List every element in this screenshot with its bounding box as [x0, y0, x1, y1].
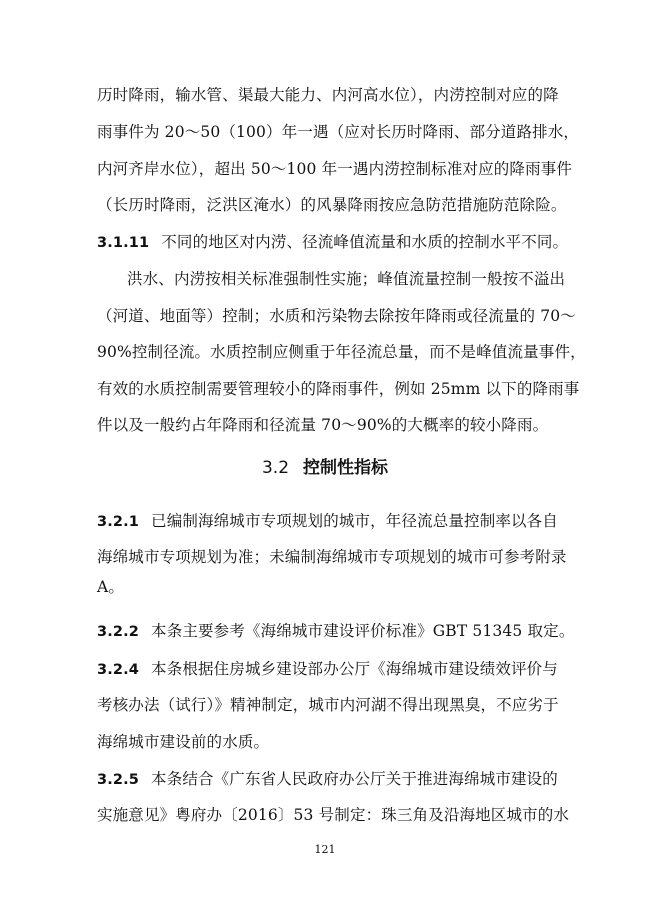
- clause-text: 本条主要参考《海绵城市建设评价标准》GBT 51345 取定。: [151, 622, 575, 640]
- paragraph-line: 雨事件为 20～50（100）年一遇（应对长历时降雨、部分道路排水，: [97, 123, 580, 141]
- paragraph-line: 90%控制径流。水质控制应侧重于年径流总量，而不是峰值流量事件，: [97, 343, 586, 361]
- clause-text: 不同的地区对内涝、径流峰值流量和水质的控制水平不同。: [161, 233, 569, 251]
- paragraph-line: A。: [97, 578, 124, 596]
- paragraph-line: 海绵城市专项规划为准；未编制海绵城市专项规划的城市可参考附录: [97, 548, 567, 566]
- clause-number: 3.2.2: [97, 624, 140, 640]
- clause-number: 3.1.11: [97, 235, 150, 251]
- paragraph-line: 实施意见》粤府办〔2016〕53 号制定：珠三角及沿海地区城市的水: [97, 806, 570, 824]
- clause-number: 3.2.5: [97, 772, 140, 788]
- paragraph-line: 件以及一般约占年降雨和径流量 70～90%的大概率的较小降雨。: [97, 416, 549, 434]
- paragraph-line: 历时降雨，输水管、渠最大能力、内河高水位），内涝控制对应的降: [97, 86, 559, 104]
- paragraph-line: 内河齐岸水位），超出 50～100 年一遇内涝控制标准对应的降雨事件: [97, 160, 573, 178]
- clause-text: 本条结合《广东省人民政府办公厅关于推进海绵城市建设的: [151, 770, 558, 788]
- section-title: 控制性指标: [303, 458, 389, 478]
- clause-text: 已编制海绵城市专项规划的城市，年径流总量控制率以各自: [151, 512, 558, 530]
- clause-3-2-2: [97, 621, 575, 642]
- paragraph-line: 海绵城市建设前的水质。: [97, 733, 270, 751]
- clause-number: 3.2.1: [97, 514, 140, 530]
- section-heading: [0, 457, 650, 479]
- page-number: 121: [314, 843, 336, 856]
- paragraph-line: （长历时降雨，泛洪区淹水）的风暴降雨按应急防范措施防范除险。: [97, 196, 567, 214]
- section-number: 3.2: [261, 458, 290, 478]
- paragraph-line: 洪水、内涝按相关标准强制性实施；峰值流量控制一般按不溢出: [127, 270, 566, 288]
- clause-3-2-4: [97, 659, 557, 680]
- clause-text: 本条根据住房城乡建设部办公厅《海绵城市建设绩效评价与: [151, 660, 558, 678]
- clause-3-2-1: [97, 511, 557, 532]
- paragraph-line: 有效的水质控制需要管理较小的降雨事件，例如 25mm 以下的降雨事: [97, 380, 580, 398]
- clause-3-1-11: [97, 232, 569, 253]
- paragraph-line: （河道、地面等）控制；水质和污染物去除按年降雨或径流量的 70～: [97, 307, 576, 325]
- paragraph-line: 考核办法（试行）》精神制定，城市内河湖不得出现黑臭，不应劣于: [97, 696, 559, 714]
- clause-3-2-5: [97, 769, 557, 790]
- clause-number: 3.2.4: [97, 662, 140, 678]
